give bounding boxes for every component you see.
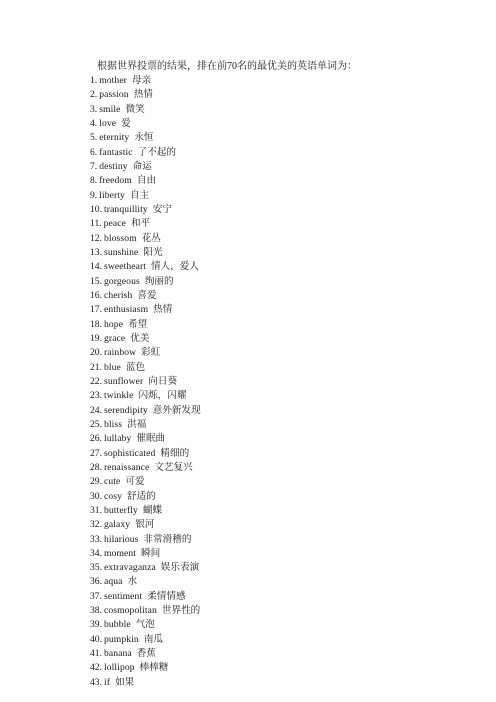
item-number: 5. bbox=[90, 132, 98, 144]
chinese-meaning: 柔情情感 bbox=[147, 590, 186, 602]
chinese-meaning: 非常滑稽的 bbox=[143, 533, 192, 545]
chinese-meaning: 精细的 bbox=[160, 447, 190, 459]
item-number: 15. bbox=[90, 275, 102, 287]
list-item bbox=[90, 217, 201, 231]
item-number: 28. bbox=[90, 461, 102, 473]
item-number: 35. bbox=[90, 562, 102, 574]
english-word: hilarious bbox=[104, 533, 139, 545]
english-word: bubble bbox=[104, 619, 131, 631]
item-number: 25. bbox=[90, 418, 102, 430]
list-item bbox=[90, 475, 201, 489]
item-number: 1. bbox=[90, 75, 98, 86]
list-item bbox=[90, 633, 201, 647]
list-item bbox=[90, 332, 201, 346]
item-number: 16. bbox=[90, 289, 102, 301]
item-number: 34. bbox=[90, 547, 102, 559]
english-word: passion bbox=[99, 89, 129, 101]
list-item bbox=[90, 303, 201, 317]
chinese-meaning: 希望 bbox=[128, 318, 148, 330]
english-word: lullaby bbox=[104, 433, 132, 445]
chinese-meaning: 自由 bbox=[136, 175, 157, 187]
chinese-meaning: 催眠曲 bbox=[136, 433, 166, 445]
list-item bbox=[90, 275, 201, 289]
english-word: renaissance bbox=[104, 461, 150, 473]
item-number: 37. bbox=[90, 590, 102, 602]
item-number: 29. bbox=[90, 476, 102, 488]
chinese-meaning: 文艺复兴 bbox=[154, 461, 193, 473]
item-number: 6. bbox=[90, 146, 98, 158]
item-number: 26. bbox=[90, 433, 102, 445]
item-number: 14. bbox=[90, 261, 102, 273]
list-item bbox=[90, 160, 201, 174]
list-item bbox=[90, 547, 201, 561]
english-word: lollipop bbox=[104, 662, 135, 674]
english-word: cute bbox=[104, 476, 121, 488]
chinese-meaning: 向日葵 bbox=[148, 375, 178, 387]
chinese-meaning: 热情 bbox=[133, 89, 153, 101]
chinese-meaning: 气泡 bbox=[135, 619, 155, 631]
chinese-meaning: 情人，爱人 bbox=[151, 261, 199, 273]
english-word: gorgeous bbox=[104, 275, 140, 287]
chinese-meaning: 微笑 bbox=[125, 103, 145, 115]
english-word: serendipity bbox=[104, 404, 148, 416]
item-number: 33. bbox=[90, 533, 102, 545]
item-number: 42. bbox=[90, 662, 102, 674]
english-word: tranquillity bbox=[104, 203, 148, 215]
list-item bbox=[90, 232, 201, 246]
chinese-meaning: 母亲 bbox=[131, 75, 152, 86]
english-word: pumpkin bbox=[104, 633, 139, 645]
item-number: 27. bbox=[90, 447, 102, 459]
list-item bbox=[90, 661, 201, 675]
english-word: fantastic bbox=[99, 146, 133, 158]
english-word: rainbow bbox=[104, 347, 137, 359]
list-item bbox=[90, 561, 201, 575]
english-word: bliss bbox=[104, 418, 123, 430]
list-item bbox=[90, 346, 201, 360]
chinese-meaning: 娱乐表演 bbox=[160, 562, 200, 574]
list-item bbox=[90, 88, 201, 102]
item-number: 11. bbox=[90, 218, 102, 230]
list-item bbox=[90, 490, 201, 504]
item-number: 17. bbox=[90, 304, 102, 316]
chinese-meaning: 绚丽的 bbox=[144, 275, 174, 287]
english-word: mother bbox=[99, 75, 127, 86]
english-word: cherish bbox=[104, 289, 133, 301]
chinese-meaning: 彩虹 bbox=[141, 347, 161, 359]
list-item bbox=[90, 647, 201, 661]
list-item bbox=[90, 318, 201, 332]
english-word: butterfly bbox=[104, 504, 138, 516]
english-word: sunshine bbox=[104, 246, 139, 258]
list-item bbox=[90, 189, 201, 203]
list-item bbox=[90, 103, 201, 117]
english-word: liberty bbox=[99, 189, 125, 201]
english-word: blossom bbox=[104, 232, 137, 244]
english-word: sweetheart bbox=[104, 261, 147, 273]
english-word: enthusiasm bbox=[104, 304, 149, 316]
chinese-meaning: 南瓜 bbox=[143, 633, 163, 645]
chinese-meaning: 优美 bbox=[130, 332, 150, 344]
chinese-meaning: 命运 bbox=[132, 160, 152, 172]
list-item bbox=[90, 504, 201, 518]
chinese-meaning: 香蕉 bbox=[136, 648, 156, 660]
list-item bbox=[90, 174, 201, 188]
chinese-meaning: 了不起的 bbox=[137, 146, 176, 158]
list-item bbox=[90, 432, 201, 446]
english-word: cosy bbox=[104, 490, 122, 502]
item-number: 20. bbox=[90, 347, 102, 359]
item-number: 2. bbox=[90, 89, 98, 101]
list-item bbox=[90, 575, 201, 589]
list-item bbox=[90, 117, 201, 131]
english-word: banana bbox=[104, 648, 132, 660]
item-number: 43. bbox=[90, 676, 102, 688]
list-item bbox=[90, 461, 201, 475]
english-word: freedom bbox=[99, 175, 132, 187]
item-number: 24. bbox=[90, 404, 102, 416]
list-item bbox=[90, 131, 201, 145]
english-word: extravaganza bbox=[104, 562, 156, 574]
chinese-meaning: 花丛 bbox=[141, 232, 161, 244]
chinese-meaning: 瞬间 bbox=[141, 547, 161, 559]
chinese-meaning: 蝴蝶 bbox=[142, 504, 163, 516]
item-number: 40. bbox=[90, 633, 102, 645]
chinese-meaning: 自主 bbox=[129, 189, 150, 201]
english-word: twinkle bbox=[104, 390, 134, 402]
chinese-meaning: 喜爱 bbox=[137, 289, 157, 301]
item-number: 13. bbox=[90, 246, 102, 258]
item-number: 12. bbox=[90, 232, 102, 244]
item-number: 3. bbox=[90, 103, 98, 115]
list-item bbox=[90, 203, 201, 217]
item-number: 36. bbox=[90, 576, 102, 588]
list-item bbox=[90, 375, 201, 389]
english-word: aqua bbox=[104, 576, 123, 588]
chinese-meaning: 闪烁，闪耀 bbox=[138, 390, 187, 402]
english-word: cosmopolitan bbox=[104, 605, 157, 617]
chinese-meaning: 水 bbox=[127, 576, 138, 588]
english-word: blue bbox=[104, 361, 121, 373]
item-number: 41. bbox=[90, 648, 102, 660]
list-item bbox=[90, 676, 201, 690]
list-item bbox=[90, 404, 201, 418]
english-word: peace bbox=[103, 218, 126, 230]
chinese-meaning: 和平 bbox=[130, 218, 151, 230]
item-number: 18. bbox=[90, 318, 102, 330]
list-item bbox=[90, 246, 201, 260]
item-number: 4. bbox=[90, 117, 98, 129]
item-number: 30. bbox=[90, 490, 102, 502]
item-number: 39. bbox=[90, 619, 102, 631]
item-number: 19. bbox=[90, 332, 102, 344]
list-item bbox=[90, 447, 201, 461]
list-item bbox=[90, 590, 201, 604]
item-number: 9. bbox=[90, 189, 98, 201]
item-number: 10. bbox=[90, 203, 102, 215]
item-number: 31. bbox=[90, 504, 102, 516]
english-word: grace bbox=[104, 332, 126, 344]
item-number: 8. bbox=[90, 175, 98, 187]
intro-text: 根据世界投票的结果，排在前70名的最优美的英语单词为： bbox=[97, 61, 357, 72]
word-list bbox=[90, 74, 201, 690]
english-word: hope bbox=[104, 318, 124, 330]
english-word: sentiment bbox=[104, 590, 143, 602]
english-word: moment bbox=[104, 547, 137, 559]
chinese-meaning: 蓝色 bbox=[125, 361, 146, 373]
list-item bbox=[90, 146, 201, 160]
english-word: destiny bbox=[99, 160, 128, 172]
item-number: 22. bbox=[90, 375, 102, 387]
list-item bbox=[90, 533, 201, 547]
list-item bbox=[90, 389, 201, 403]
chinese-meaning: 热情 bbox=[153, 304, 173, 316]
chinese-meaning: 世界性的 bbox=[161, 605, 201, 617]
english-word: galaxy bbox=[104, 519, 131, 531]
list-item bbox=[90, 260, 201, 274]
chinese-meaning: 安宁 bbox=[152, 203, 173, 215]
item-number: 23. bbox=[90, 390, 102, 402]
english-word: if bbox=[104, 676, 111, 688]
chinese-meaning: 洪福 bbox=[127, 418, 147, 430]
english-word: sunflower bbox=[104, 375, 144, 387]
chinese-meaning: 棒棒糖 bbox=[139, 662, 169, 674]
chinese-meaning: 可爱 bbox=[125, 476, 145, 488]
list-item bbox=[90, 418, 201, 432]
list-item bbox=[90, 604, 201, 618]
english-word: sophisticated bbox=[104, 447, 156, 459]
chinese-meaning: 爱 bbox=[121, 117, 131, 129]
chinese-meaning: 永恒 bbox=[134, 132, 154, 144]
chinese-meaning: 如果 bbox=[115, 676, 135, 688]
chinese-meaning: 阳光 bbox=[143, 246, 163, 258]
item-number: 21. bbox=[90, 361, 102, 373]
list-item bbox=[90, 289, 201, 303]
english-word: eternity bbox=[99, 132, 130, 144]
english-word: smile bbox=[99, 103, 121, 115]
list-item bbox=[90, 618, 201, 632]
item-number: 32. bbox=[90, 519, 102, 531]
chinese-meaning: 舒适的 bbox=[127, 490, 156, 502]
chinese-meaning: 银河 bbox=[135, 519, 155, 531]
list-item bbox=[90, 361, 201, 375]
item-number: 38. bbox=[90, 605, 102, 617]
item-number: 7. bbox=[90, 160, 98, 172]
list-item bbox=[90, 74, 201, 88]
chinese-meaning: 意外新发现 bbox=[152, 404, 201, 416]
list-item bbox=[90, 518, 201, 532]
english-word: love bbox=[99, 117, 117, 129]
